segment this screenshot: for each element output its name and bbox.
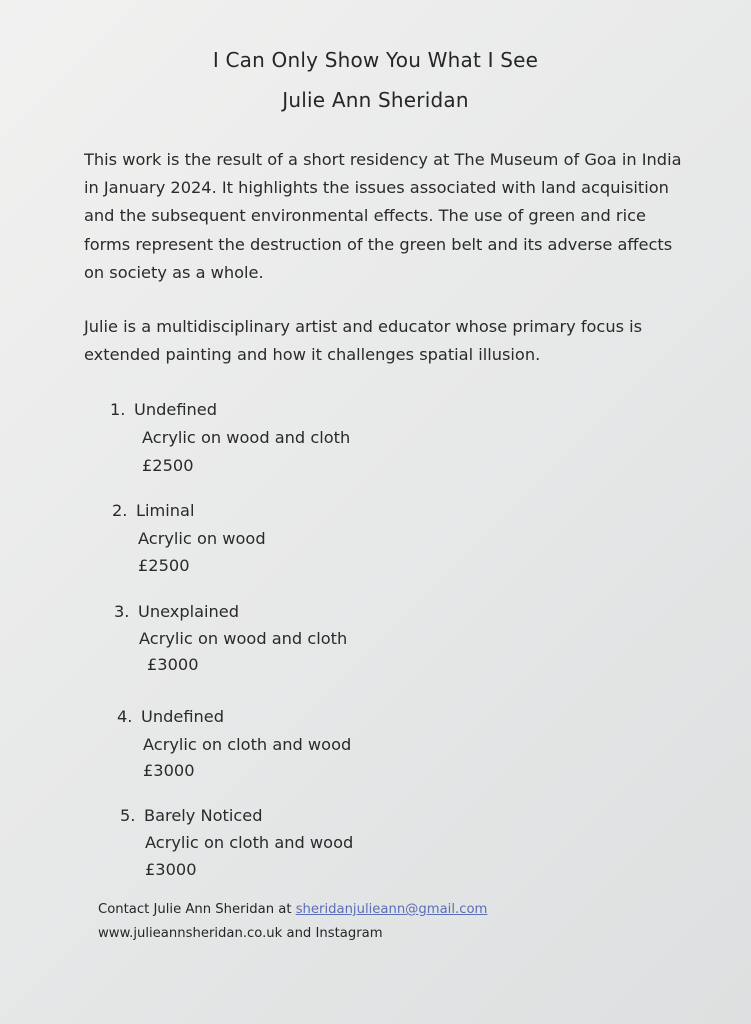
work-medium-1: Acrylic on wood and cloth <box>142 428 351 447</box>
work-title-3 <box>114 598 239 626</box>
work-title-4 <box>117 703 224 731</box>
email-link[interactable]: sheridanjulieann@gmail.com <box>295 902 488 917</box>
work-number: 5. <box>120 806 136 825</box>
work-medium-3: Acrylic on wood and cloth <box>139 629 348 648</box>
work-price-2: £2500 <box>138 556 190 575</box>
work-title-1 <box>110 396 217 424</box>
work-number: 3. <box>114 602 130 621</box>
work-price-1: £2500 <box>142 456 194 475</box>
artist-name: Julie Ann Sheridan <box>282 88 469 112</box>
contact-prefix: Contact Julie Ann Sheridan at <box>98 902 296 917</box>
work-title: Liminal <box>136 501 195 520</box>
work-price-4: £3000 <box>143 761 195 780</box>
work-title-2 <box>112 497 194 525</box>
work-number: 2. <box>112 501 128 520</box>
description-paragraph: This work is the result of a short residency at The Museum of Goa in India in January 2024. It highlights the issues associated with land acquisition and the subsequent environmental effects. The use of green and rice forms represent the destruction of the green belt and its adverse affects on society as a whole. <box>84 150 682 282</box>
work-medium-2: Acrylic on wood <box>138 529 266 548</box>
work-number: 4. <box>117 707 133 726</box>
work-title: Undefined <box>141 707 225 726</box>
website-line: www.julieannsheridan.co.uk and Instagram <box>98 926 383 941</box>
work-price-3: £3000 <box>147 655 199 674</box>
work-medium-5: Acrylic on cloth and wood <box>145 833 354 852</box>
work-number: 1. <box>110 400 126 419</box>
artist-bio-paragraph: Julie is a multidisciplinary artist and educator whose primary focus is extended painting and how it challenges spatial illusion. <box>84 317 643 365</box>
work-title-5 <box>120 802 263 830</box>
exhibition-title: I Can Only Show You What I See <box>212 48 539 72</box>
contact-line <box>98 902 487 917</box>
work-title: Unexplained <box>138 602 240 621</box>
work-title: Barely Noticed <box>144 806 263 825</box>
work-title: Undefined <box>134 400 218 419</box>
work-medium-4: Acrylic on cloth and wood <box>143 735 352 754</box>
work-price-5: £3000 <box>145 860 197 879</box>
